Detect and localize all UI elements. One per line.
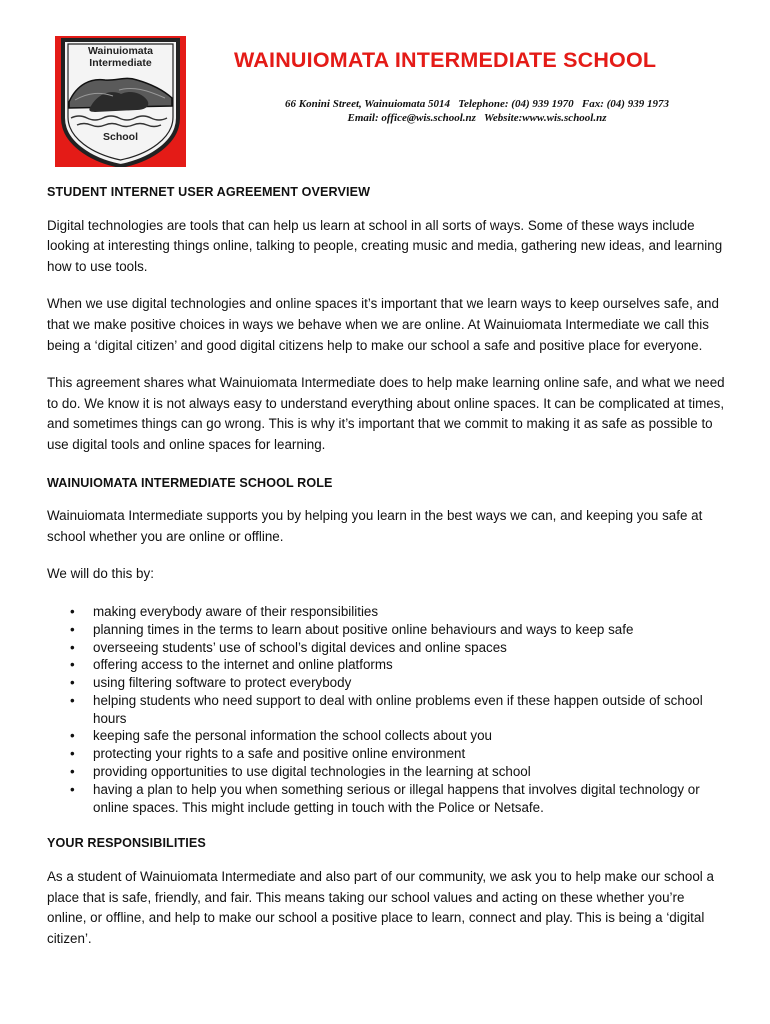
list-item (47, 745, 727, 763)
bullet-icon: • (70, 603, 75, 619)
bullet-icon: • (70, 692, 75, 708)
list-item-text: using filtering software to protect everybody (93, 675, 352, 691)
school-address-line: 66 Konini Street, Wainuiomata 5014 Telephone: (04) 939 1970 Fax: (04) 939 1973 (285, 98, 669, 110)
overview-paragraph-3: This agreement shares what Wainuiomata Intermediate does to help make learning online safe, and what we need to do. We know it is not always easy to understand everything about online spaces. It can be complicated at times, and sometimes things can go wrong. This is why it’s important that we commit to making it as safe as possible to use digital tools and online spaces for learning. (47, 375, 725, 452)
bullet-icon: • (70, 728, 75, 744)
bullet-icon: • (70, 621, 75, 637)
list-item-text: having a plan to help you when something serious or illegal happens that involves digital technology or online spaces. This might include getting in touch with the Police or Netsafe. (93, 781, 700, 815)
list-item-text: helping students who need support to deal with online problems even if these happen outside of school hours (93, 692, 703, 726)
list-item (47, 692, 727, 728)
list-item-text: offering access to the internet and online platforms (93, 657, 393, 673)
list-item (47, 603, 727, 621)
list-item (47, 656, 727, 674)
overview-paragraph-1: Digital technologies are tools that can help us learn at school in all sorts of ways. Some of these ways include looking at interesting things online, talking to people, creating music and media, gathering new ideas, and learning how to use tools. (47, 217, 723, 274)
school-crest-logo (55, 36, 186, 167)
list-item (47, 763, 727, 781)
responsibilities-paragraph: As a student of Wainuiomata Intermediate and also part of our community, we ask you to help make our school a place that is safe, friendly, and fair. This means taking our school values and acting on these whether you’re online, or offline, and help to make our school a positive place to learn, connect and play. This is being a ‘digital citizen’. (47, 869, 714, 946)
responsibilities-heading: YOUR RESPONSIBILITIES (47, 836, 206, 851)
list-item-text: making everybody aware of their responsibilities (93, 603, 379, 619)
crest-text-bottom: School (102, 131, 139, 143)
list-item (47, 727, 727, 745)
bullet-icon: • (70, 781, 75, 797)
crest-text-line1: Wainuiomata (88, 45, 153, 57)
school-role-heading: WAINUIOMATA INTERMEDIATE SCHOOL ROLE (47, 475, 333, 490)
list-item-text: providing opportunities to use digital technologies in the learning at school (93, 764, 531, 780)
overview-heading: STUDENT INTERNET USER AGREEMENT OVERVIEW (47, 185, 371, 199)
list-item-text: overseeing students’ use of school’s digital devices and online spaces (93, 639, 507, 655)
list-item-text: protecting your rights to a safe and positive online environment (93, 746, 466, 762)
document-body (47, 182, 727, 949)
list-item-text: planning times in the terms to learn about positive online behaviours and ways to keep safe (93, 621, 634, 637)
school-name-title: WAINUIOMATA INTERMEDIATE SCHOOL (234, 48, 657, 72)
bullet-icon: • (70, 657, 75, 673)
school-role-intro: Wainuiomata Intermediate supports you by helping you learn in the best ways we can, and keeping you safe at school whether you are online or offline. (47, 508, 703, 544)
school-role-lead: We will do this by: (47, 566, 154, 582)
crest-text-line2: Intermediate (89, 57, 152, 69)
list-item (47, 674, 727, 692)
school-contact-line: Email: office@wis.school.nz Website:www.wis.school.nz (347, 112, 607, 124)
bullet-icon: • (70, 675, 75, 691)
bullet-icon: • (70, 639, 75, 655)
overview-paragraph-2: When we use digital technologies and online spaces it’s important that we learn ways to keep ourselves safe, and that we make positive choices in ways we behave when we are online. At Wainuiomata Intermediate we call this being a ‘digital citizen’ and good digital citizens help to make our school a safe and positive place for everyone. (47, 296, 719, 353)
list-item (47, 621, 727, 639)
bullet-icon: • (70, 764, 75, 780)
list-item (47, 639, 727, 657)
bullet-icon: • (70, 746, 75, 762)
list-item (47, 781, 727, 817)
list-item-text: keeping safe the personal information the school collects about you (93, 728, 492, 744)
school-role-list (47, 603, 727, 817)
